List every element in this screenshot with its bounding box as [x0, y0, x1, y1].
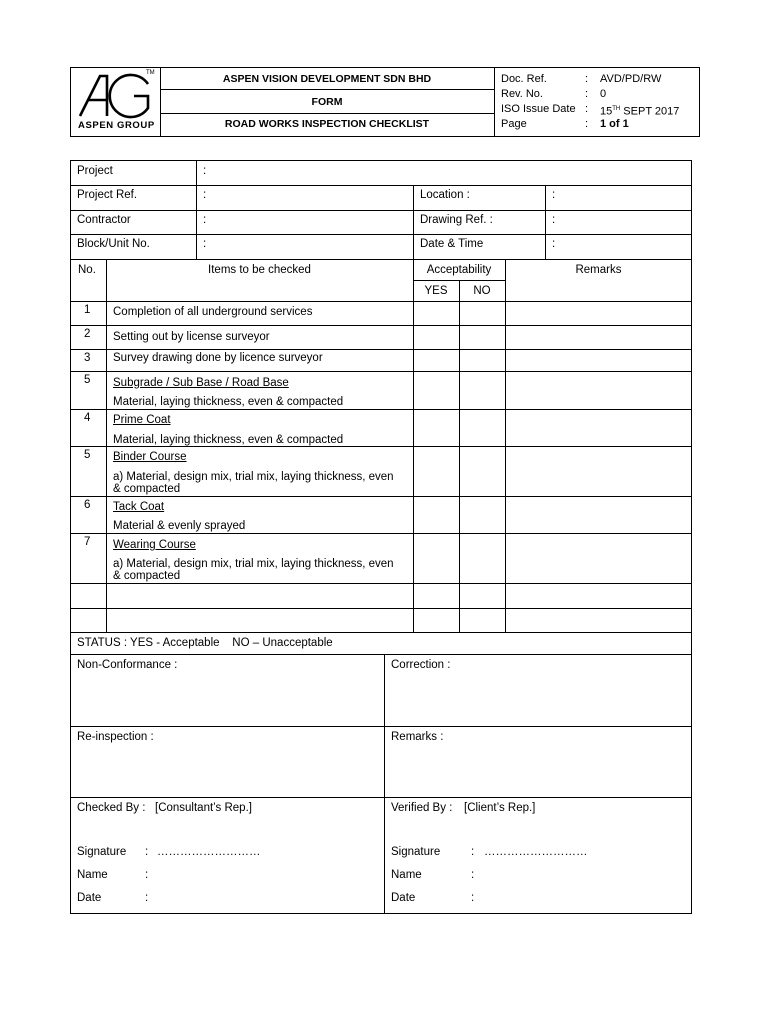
row-divider [70, 259, 692, 260]
item-detail: Material & evenly sprayed [113, 520, 246, 532]
company-name: ASPEN VISION DEVELOPMENT SDN BHD [222, 73, 432, 85]
date-time-colon[interactable]: : [552, 238, 556, 250]
item-number: 4 [84, 412, 91, 424]
table-col-line [505, 259, 506, 632]
location-colon[interactable]: : [552, 189, 556, 201]
table-line [70, 496, 692, 497]
row-divider [70, 210, 692, 211]
drawing-ref-label: Drawing Ref. : [420, 214, 493, 226]
item-title: Setting out by license surveyor [113, 331, 270, 343]
contractor-label: Contractor [77, 214, 131, 226]
item-detail: Material, laying thickness, even & compacted [113, 434, 344, 446]
item-number: 1 [84, 304, 91, 316]
item-title: Completion of all underground services [113, 306, 313, 318]
item-number: 7 [84, 536, 91, 548]
item-title: Prime Coat [113, 414, 171, 426]
row-divider [70, 234, 692, 235]
section-line [70, 726, 692, 727]
project-colon[interactable]: : [203, 165, 207, 177]
page-value: 1 of 1 [600, 118, 629, 130]
table-line [70, 301, 692, 302]
block-unit-colon[interactable]: : [203, 238, 207, 250]
right-signature-colon: : [471, 846, 475, 858]
item-number: 3 [84, 352, 91, 364]
item-title: Binder Course [113, 451, 187, 463]
item-detail: a) Material, design mix, trial mix, laying thickness, even & compacted [113, 471, 394, 495]
item-number: 2 [84, 328, 91, 340]
row-divider [70, 185, 692, 186]
left-date-colon[interactable]: : [145, 892, 149, 904]
item-detail: a) Material, design mix, trial mix, laying thickness, even & compacted [113, 558, 394, 582]
left-signature-colon: : [145, 846, 149, 858]
table-line [70, 371, 692, 372]
iso-label: ISO Issue Date [501, 103, 576, 115]
iso-month-year: SEPT 2017 [620, 105, 680, 118]
non-conformance-label: Non-Conformance : [77, 659, 178, 671]
page-label: Page [501, 118, 527, 130]
table-line [70, 325, 692, 326]
rev-colon: : [585, 88, 589, 100]
col-divider [413, 185, 414, 259]
col-items-header: Items to be checked [208, 264, 311, 276]
doc-ref-colon: : [585, 73, 589, 85]
table-line [70, 349, 692, 350]
table-line [70, 583, 692, 584]
page-colon: : [585, 118, 589, 130]
checked-by-label: Checked By : [77, 802, 146, 814]
table-col-line [106, 259, 107, 632]
table-line [70, 632, 692, 633]
reinspection-label: Re-inspection : [77, 731, 154, 743]
contractor-colon[interactable]: : [203, 214, 207, 226]
block-unit-label: Block/Unit No. [77, 238, 150, 250]
left-signature-line[interactable]: ……………………… [157, 846, 261, 858]
table-line [70, 533, 692, 534]
project-ref-label: Project Ref. [77, 189, 138, 201]
item-detail: Material, laying thickness, even & compacted [113, 396, 344, 408]
project-ref-colon[interactable]: : [203, 189, 207, 201]
rev-value: 0 [600, 88, 607, 100]
col-remarks-header: Remarks [575, 264, 622, 276]
logo-caption: ASPEN GROUP [78, 120, 155, 131]
iso-day-suffix: TH [612, 106, 621, 112]
rev-label: Rev. No. [501, 88, 543, 100]
table-col-line [459, 280, 460, 632]
aspen-group-logo [74, 70, 158, 134]
table-col-line [413, 259, 414, 632]
right-date-label: Date [391, 892, 416, 904]
item-number: 5 [84, 374, 91, 386]
yes-header: YES [424, 285, 448, 297]
logo-tm: TM [146, 70, 155, 76]
correction-label: Correction : [391, 659, 451, 671]
no-header: NO [473, 285, 491, 297]
header-divider [494, 67, 495, 137]
header-divider [160, 113, 494, 114]
right-signature-label: Signature [391, 846, 441, 858]
left-name-colon[interactable]: : [145, 869, 149, 881]
remarks-label: Remarks : [391, 731, 444, 743]
project-label: Project [77, 165, 113, 177]
col-divider [545, 185, 546, 259]
col-acceptability-header: Acceptability [426, 264, 492, 276]
item-number: 6 [84, 499, 91, 511]
table-line [70, 409, 692, 410]
left-name-label: Name [77, 869, 108, 881]
right-name-label: Name [391, 869, 422, 881]
section-line [70, 654, 692, 655]
form-label: FORM [311, 96, 343, 108]
verified-by-label: Verified By : [391, 802, 453, 814]
item-title: Survey drawing done by licence surveyor [113, 352, 323, 364]
date-time-label: Date & Time [420, 238, 484, 250]
drawing-ref-colon[interactable]: : [552, 214, 556, 226]
col-no-header: No. [78, 264, 96, 276]
section-col-line [384, 654, 385, 914]
consultant-rep: [Consultant’s Rep.] [155, 802, 252, 814]
item-title: Tack Coat [113, 501, 165, 513]
iso-day: 15 [600, 105, 613, 118]
doc-ref-value: AVD/PD/RW [600, 73, 662, 85]
section-line [70, 797, 692, 798]
doc-ref-label: Doc. Ref. [501, 73, 547, 85]
location-label: Location : [420, 189, 470, 201]
form-title: ROAD WORKS INSPECTION CHECKLIST [224, 118, 430, 130]
header-divider [160, 89, 494, 90]
left-date-label: Date [77, 892, 102, 904]
left-signature-label: Signature [77, 846, 127, 858]
item-title: Subgrade / Sub Base / Road Base [113, 377, 289, 389]
table-line [70, 608, 692, 609]
client-rep: [Client’s Rep.] [464, 802, 536, 814]
right-date-colon[interactable]: : [471, 892, 475, 904]
col-divider [196, 160, 197, 259]
right-signature-line[interactable]: ……………………… [484, 846, 588, 858]
status-legend: STATUS : YES - Acceptable NO – Unacceptable [77, 637, 333, 649]
item-title: Wearing Course [113, 539, 196, 551]
item-number: 5 [84, 449, 91, 461]
right-name-colon[interactable]: : [471, 869, 475, 881]
iso-colon: : [585, 103, 589, 115]
